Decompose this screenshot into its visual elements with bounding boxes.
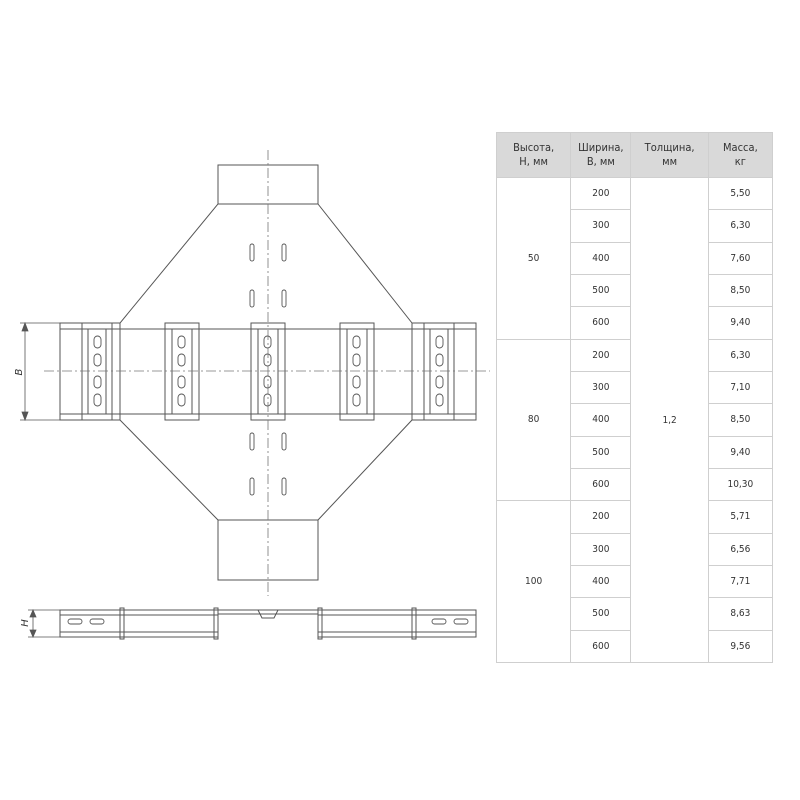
header-thickness: Толщина, мм <box>631 133 708 178</box>
right-end-connector <box>412 323 476 420</box>
mass-cell: 7,60 <box>708 242 772 274</box>
mass-cell: 8,50 <box>708 274 772 306</box>
cross-outline <box>120 165 412 580</box>
table-row <box>497 178 773 210</box>
height-cell: 50 <box>497 178 571 340</box>
width-cell: 300 <box>571 533 631 565</box>
connector-plate-1 <box>165 323 199 420</box>
mass-cell: 6,30 <box>708 210 772 242</box>
height-dimension <box>28 610 60 637</box>
width-cell: 400 <box>571 565 631 597</box>
width-cell: 200 <box>571 501 631 533</box>
spec-table <box>496 132 773 663</box>
mass-cell: 5,71 <box>708 501 772 533</box>
width-cell: 200 <box>571 178 631 210</box>
height-cell: 80 <box>497 339 571 501</box>
width-cell: 500 <box>571 598 631 630</box>
side-slots <box>68 619 468 624</box>
mass-cell: 9,40 <box>708 307 772 339</box>
width-cell: 600 <box>571 630 631 662</box>
width-cell: 500 <box>571 436 631 468</box>
height-dimension-label: H <box>20 619 31 627</box>
side-view <box>28 608 476 639</box>
mass-cell: 8,63 <box>708 598 772 630</box>
mass-cell: 7,10 <box>708 371 772 403</box>
mass-cell: 6,30 <box>708 339 772 371</box>
mass-cell: 6,56 <box>708 533 772 565</box>
width-cell: 600 <box>571 307 631 339</box>
width-cell: 300 <box>571 210 631 242</box>
height-cell: 100 <box>497 501 571 663</box>
mass-cell: 8,50 <box>708 404 772 436</box>
width-cell: 300 <box>571 371 631 403</box>
thickness-cell: 1,2 <box>631 178 708 663</box>
table-header-row <box>497 133 773 178</box>
side-right-rail <box>318 610 476 637</box>
header-width: Ширина, B, мм <box>571 133 631 178</box>
plan-view <box>20 150 490 596</box>
width-cell: 400 <box>571 404 631 436</box>
mass-cell: 9,56 <box>708 630 772 662</box>
width-cell: 200 <box>571 339 631 371</box>
side-left-rail <box>60 610 218 637</box>
side-center-piece <box>218 610 318 618</box>
left-end-connector <box>60 323 120 420</box>
width-cell: 600 <box>571 468 631 500</box>
center-lines <box>44 150 490 596</box>
header-height: Высота, H, мм <box>497 133 571 178</box>
mass-cell: 10,30 <box>708 468 772 500</box>
header-mass: Масса, кг <box>708 133 772 178</box>
width-cell: 500 <box>571 274 631 306</box>
mass-cell: 9,40 <box>708 436 772 468</box>
mass-cell: 7,71 <box>708 565 772 597</box>
connector-plate-3 <box>340 323 374 420</box>
width-cell: 400 <box>571 242 631 274</box>
width-dimension <box>20 323 60 420</box>
width-dimension-label: B <box>14 368 25 376</box>
mass-cell: 5,50 <box>708 178 772 210</box>
